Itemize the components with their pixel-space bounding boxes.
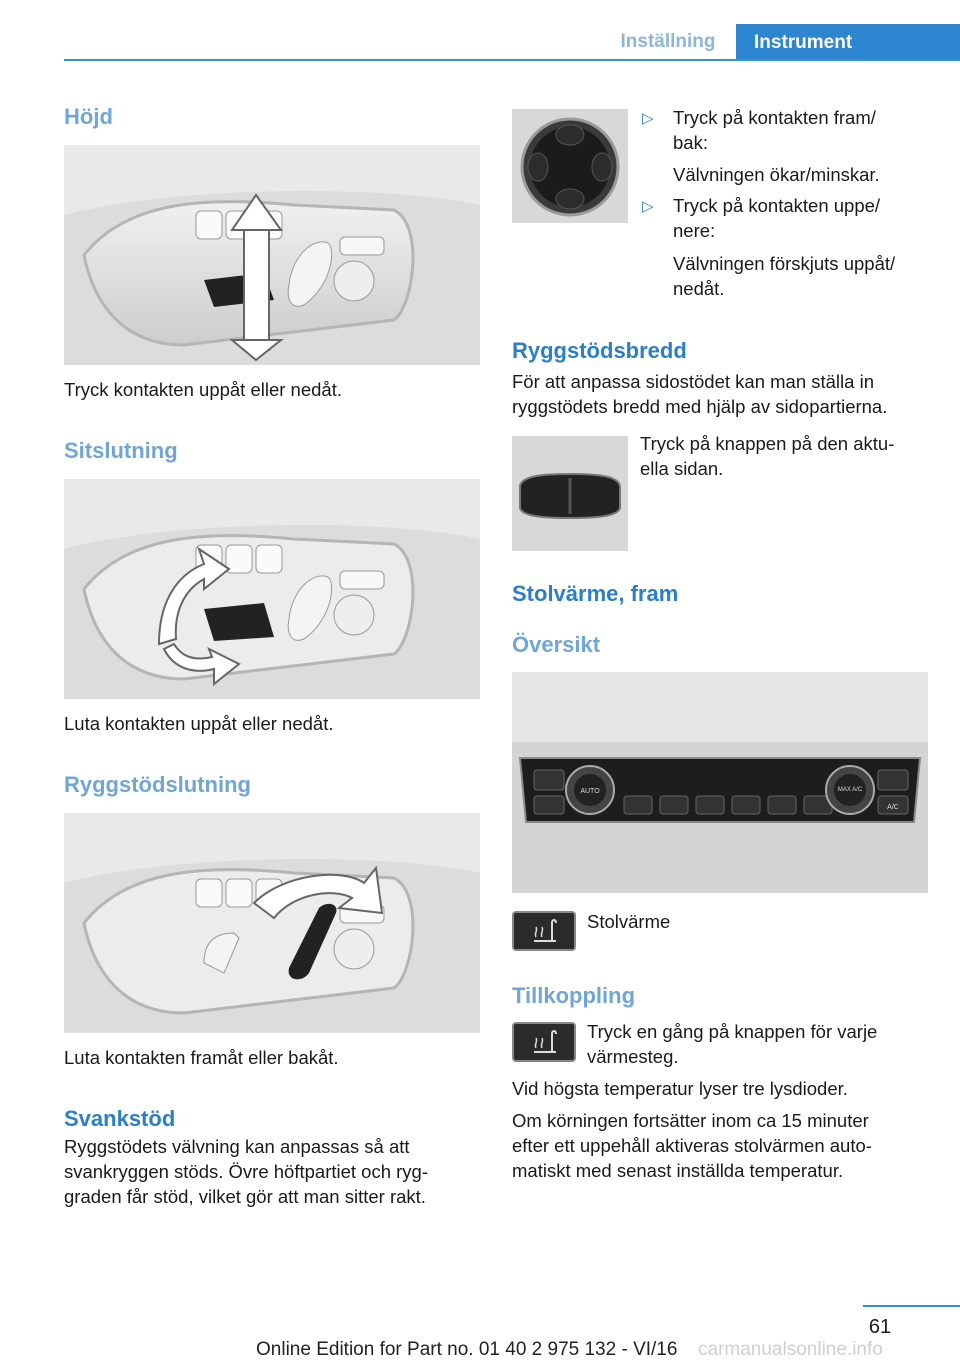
caption-ryggstodslutning: Luta kontakten framåt eller bakåt. (64, 1047, 339, 1068)
tab-instrument[interactable]: Instrument (736, 24, 960, 61)
seat-height-image (64, 145, 480, 365)
footer-edition: Online Edition for Part no. 01 40 2 975 132 - VI/16 (256, 1339, 678, 1360)
width-desc-2: ella sidan. (640, 458, 724, 479)
seat-heating-icon (512, 1022, 576, 1062)
header-rule (64, 59, 960, 61)
caption-sitslutning: Luta kontakten uppåt eller nedåt. (64, 713, 334, 734)
heading-stolvarme-fram: Stolvärme, fram (512, 581, 679, 606)
heading-ryggstodsbredd: Ryggstödsbredd (512, 338, 687, 363)
svankstod-text-3: graden får stöd, vilket gör att man sitter rakt. (64, 1186, 426, 1207)
width-text-1: För att anpassa sidostödet kan man ställa in (512, 371, 874, 392)
heading-hojd: Höjd (64, 104, 113, 129)
svankstod-text-1: Ryggstödets välvning kan anpassas så att (64, 1136, 410, 1157)
stolvarme-icon-label: Stolvärme (587, 911, 671, 932)
ac-button-label: A/C (887, 804, 899, 811)
width-text-2: ryggstödets bredd med hjälp av sidopartierna. (512, 396, 888, 417)
footer-rule (863, 1305, 960, 1307)
tillkoppling-text-2: värmesteg. (587, 1046, 679, 1067)
bullet-arrow-icon: ▷ (642, 110, 654, 127)
heat-para-2-line2: efter ett uppehåll aktiveras stolvärmen auto‐ (512, 1135, 872, 1156)
lumbar-b2-sub2: nedåt. (673, 278, 725, 299)
width-desc-1: Tryck på knappen på den aktu‐ (640, 433, 895, 454)
lumbar-b2-line1: Tryck på kontakten uppe/ (673, 195, 881, 216)
page-number: 61 (868, 1316, 892, 1338)
lumbar-b2-sub1: Välvningen förskjuts uppåt/ (673, 253, 896, 274)
max-ac-button-label: MAX A/C (837, 787, 863, 793)
lumbar-switch-image (512, 109, 628, 223)
bullet-arrow-icon: ▷ (642, 198, 654, 215)
heading-sitslutning: Sitslutning (64, 438, 178, 463)
lumbar-b1-line1: Tryck på kontakten fram/ (673, 107, 876, 128)
heat-para-2-line1: Om körningen fortsätter inom ca 15 minuter (512, 1110, 869, 1131)
watermark: carmanualsonline.info (698, 1339, 883, 1360)
tillkoppling-text-1: Tryck en gång på knappen för varje (587, 1021, 878, 1042)
backrest-tilt-image (64, 813, 480, 1033)
heading-svankstod: Svankstöd (64, 1106, 176, 1131)
climate-panel-image (512, 672, 928, 893)
auto-button-label: AUTO (580, 788, 600, 795)
width-button-image (512, 436, 628, 551)
heat-para-2-line3: matiskt med senast inställda temperatur. (512, 1160, 844, 1181)
heading-oversikt: Översikt (512, 632, 601, 657)
lumbar-b1-sub: Välvningen ökar/minskar. (673, 164, 880, 185)
tab-installning[interactable]: Inställning (620, 31, 716, 52)
heat-para-1: Vid högsta temperatur lyser tre lysdioder. (512, 1078, 848, 1099)
seat-heating-icon (512, 911, 576, 951)
lumbar-b1-line2: bak: (673, 132, 708, 153)
svankstod-text-2: svankryggen stöds. Övre höftpartiet och ryg‐ (64, 1161, 429, 1182)
heading-tillkoppling: Tillkoppling (512, 983, 636, 1008)
caption-hojd: Tryck kontakten uppåt eller nedåt. (64, 379, 342, 400)
lumbar-b2-line2: nere: (673, 220, 716, 241)
heading-ryggstodslutning: Ryggstödslutning (64, 772, 251, 797)
seat-tilt-image (64, 479, 480, 699)
